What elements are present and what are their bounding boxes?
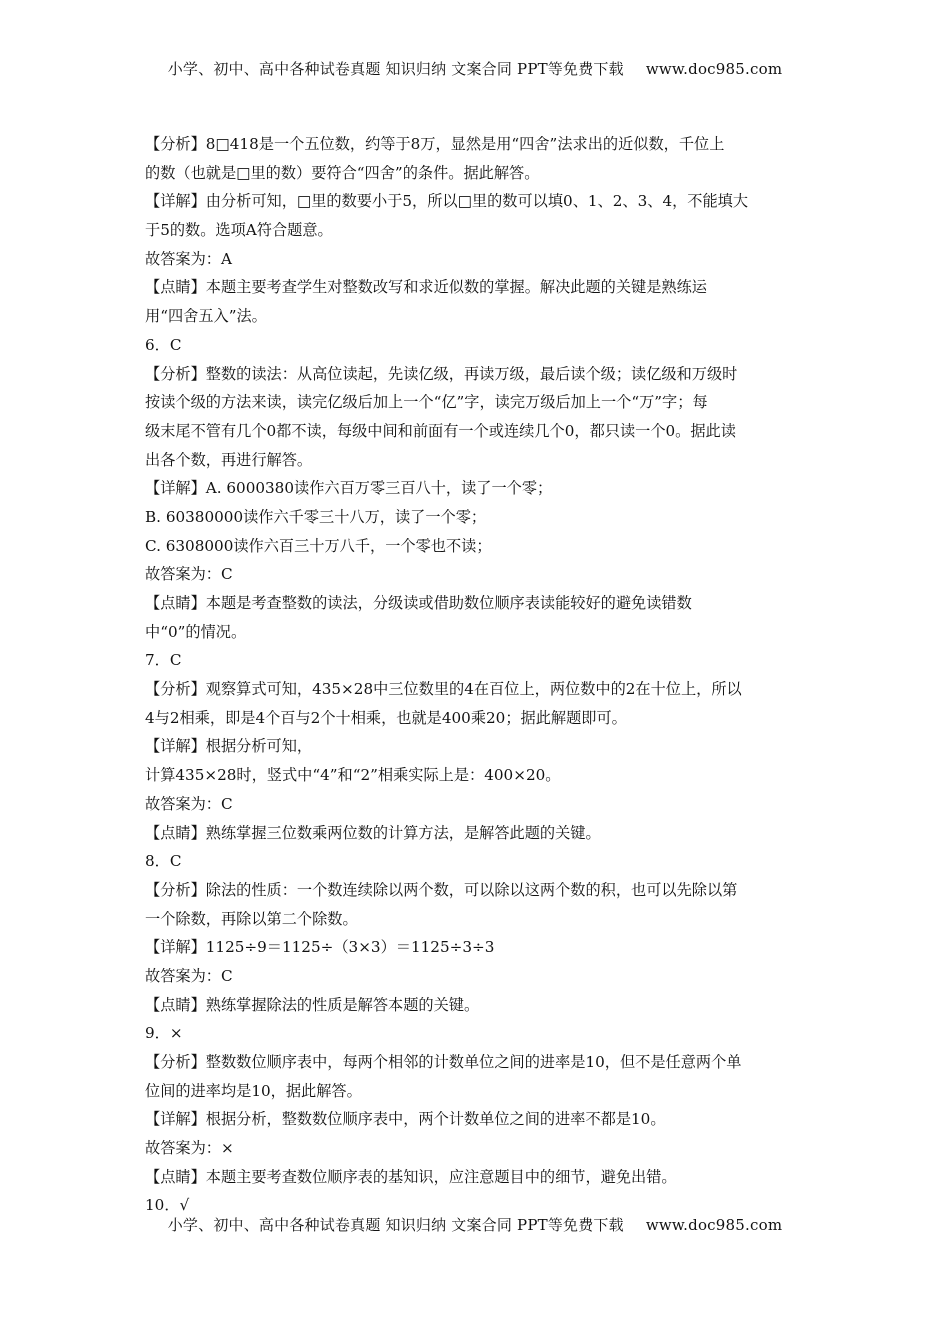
text-line: 于5的数。选项A符合题意。 xyxy=(145,221,333,240)
text-line: 【分析】除法的性质：一个数连续除以两个数，可以除以这两个数的积，也可以先除以第 xyxy=(145,880,738,899)
page-footer xyxy=(0,1214,950,1235)
text-line: 出各个数，再进行解答。 xyxy=(145,450,313,469)
text-line: C. 6308000读作六百三十万八千，一个零也不读； xyxy=(145,536,492,555)
text-line: 6．C xyxy=(145,335,182,354)
text-line: 【点睛】本题主要考查数位顺序表的基知识，应注意题目中的细节，避免出错。 xyxy=(145,1167,677,1186)
text-line: 【分析】8□418是一个五位数，约等于8万，显然是用“四舍”法求出的近似数，千位上 xyxy=(145,135,725,153)
text-line: 故答案为：C xyxy=(145,794,233,813)
document-body xyxy=(145,130,813,1220)
text-line: 【分析】观察算式可知，435×28中三位数里的4在百位上，两位数中的2在十位上，所以 xyxy=(145,680,742,699)
text-line: 中“0”的情况。 xyxy=(145,622,247,641)
text-line: 【详解】A. 6000380读作六百万零三百八十，读了一个零； xyxy=(145,479,553,498)
text-line: 级末尾不管有几个0都不读，每级中间和前面有一个或连续几个0，都只读一个0。据此读 xyxy=(145,421,736,440)
text-line: 9．× xyxy=(145,1024,183,1043)
text-line: B. 60380000读作六千零三十八万，读了一个零； xyxy=(145,507,487,526)
text-line: 【点睛】熟练掌握除法的性质是解答本题的关键。 xyxy=(145,995,480,1014)
text-line: 7．C xyxy=(145,651,182,670)
text-line: 【点睛】本题主要考查学生对整数改写和求近似数的掌握。解决此题的关键是熟练运 xyxy=(145,278,707,297)
text-line: 故答案为：C xyxy=(145,565,233,584)
text-line: 按读个级的方法来读，读完亿级后加上一个“亿”字，读完万级后加上一个“万”字；每 xyxy=(145,393,708,412)
text-line: 【点睛】本题是考查整数的读法，分级读或借助数位顺序表读能较好的避免读错数 xyxy=(145,594,692,612)
text-line: 8．C xyxy=(145,852,182,871)
text-line: 10．√ xyxy=(145,1196,190,1215)
text-line: 【详解】由分析可知，□里的数要小于5，所以□里的数可以填0、1、2、3、4，不能填大 xyxy=(145,192,749,211)
header-site-link[interactable]: www.doc985.com xyxy=(645,60,783,78)
text-line: 【分析】整数数位顺序表中，每两个相邻的计数单位之间的进率是10，但不是任意两个单 xyxy=(145,1053,742,1071)
page-header xyxy=(0,58,950,79)
footer-text: 小学、初中、高中各种试卷真题 知识归纳 文案合同 PPT等免费下载 xyxy=(167,1216,624,1234)
footer-site-link[interactable]: www.doc985.com xyxy=(645,1216,783,1234)
text-line: 用“四舍五入”法。 xyxy=(145,307,267,326)
text-line: 一个除数，再除以第二个除数。 xyxy=(145,909,358,928)
text-line: 故答案为：C xyxy=(145,966,233,985)
text-line: 【分析】整数的读法：从高位读起，先读亿级，再读万级，最后读个级；读亿级和万级时 xyxy=(145,364,738,383)
text-line: 【详解】1125÷9＝1125÷（3×3）＝1125÷3÷3 xyxy=(145,938,495,957)
text-line: 故答案为：× xyxy=(145,1139,234,1158)
text-line: 【详解】根据分析，整数数位顺序表中，两个计数单位之间的进率不都是10。 xyxy=(145,1110,666,1129)
text-line: 故答案为：A xyxy=(145,249,232,268)
text-line: 【点睛】熟练掌握三位数乘两位数的计算方法，是解答此题的关键。 xyxy=(145,823,601,842)
text-line: 的数（也就是□里的数）要符合“四舍”的条件。据此解答。 xyxy=(145,163,540,182)
text-line: 计算435×28时，竖式中“4”和“2”相乘实际上是：400×20。 xyxy=(145,766,561,785)
text-line: 4与2相乘，即是4个百与2个十相乘，也就是400乘20；据此解题即可。 xyxy=(145,708,627,727)
header-text: 小学、初中、高中各种试卷真题 知识归纳 文案合同 PPT等免费下载 xyxy=(167,60,624,78)
text-line: 【详解】根据分析可知， xyxy=(145,737,313,756)
text-line: 位间的进率均是10，据此解答。 xyxy=(145,1081,362,1100)
